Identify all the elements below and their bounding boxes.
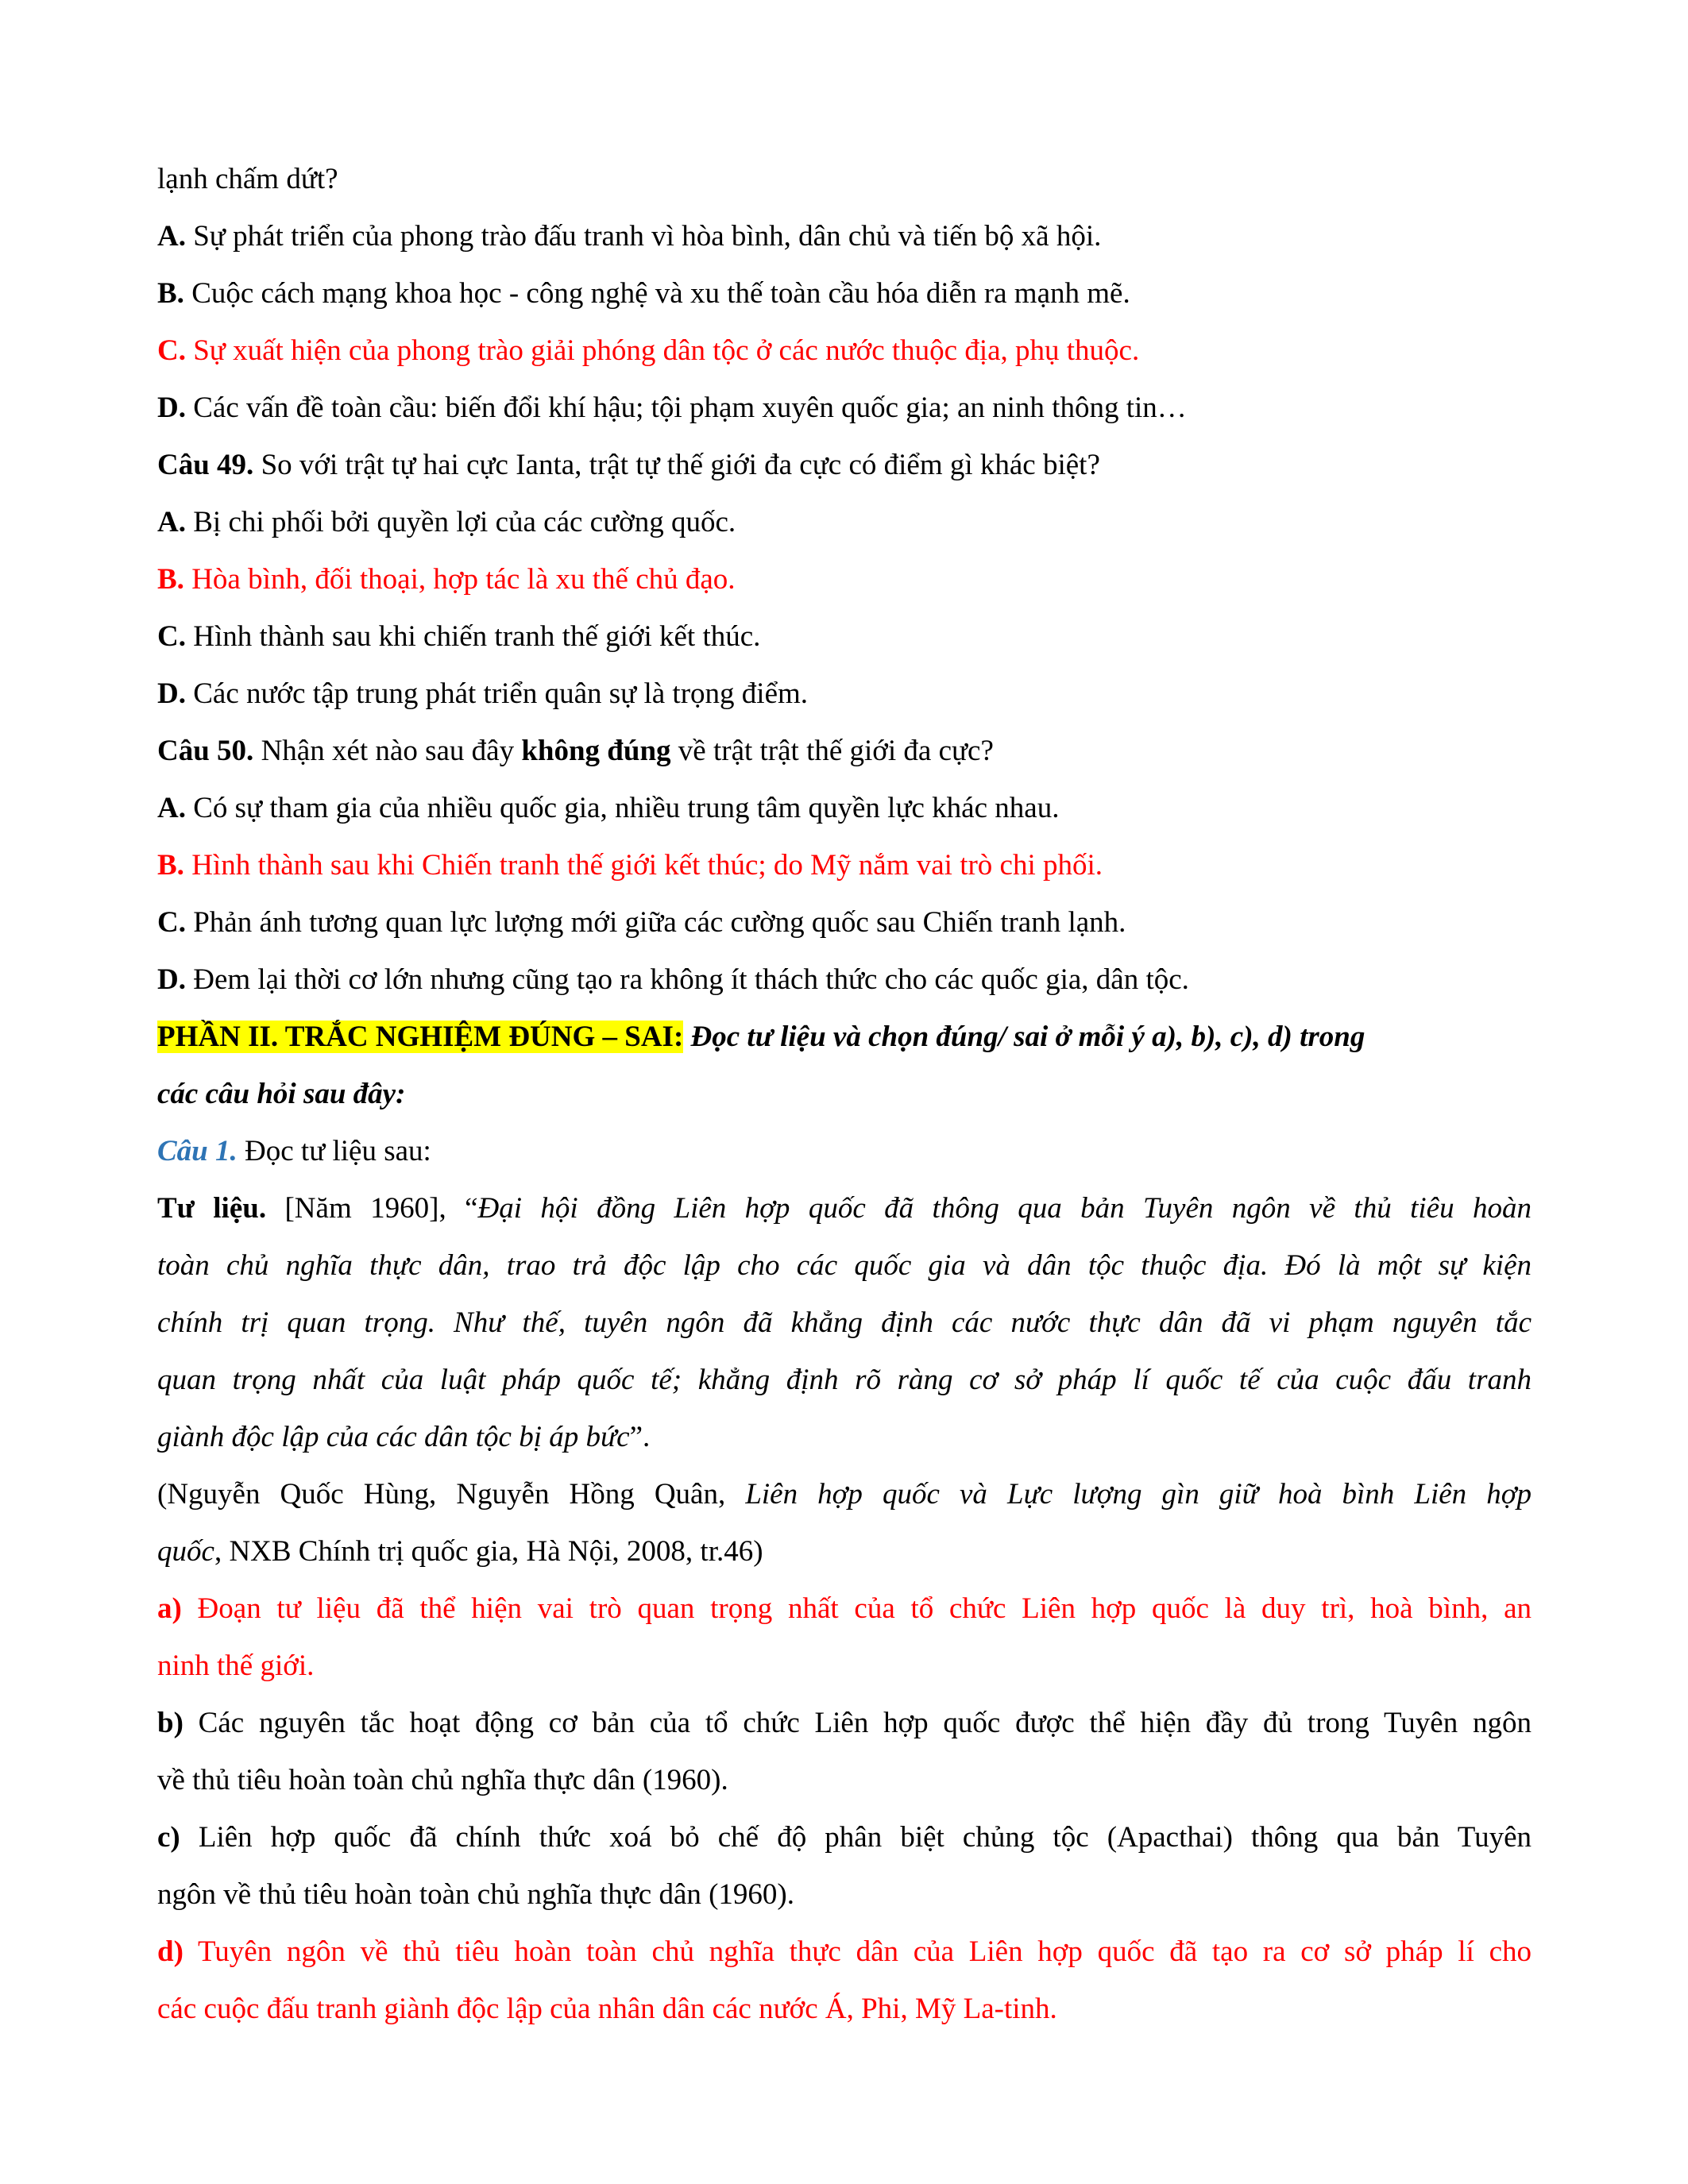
part-2-heading-cont	[157, 1066, 1532, 1123]
option-letter: C.	[157, 620, 186, 653]
statement-b-line-2	[157, 1752, 1532, 1809]
source-year: [Năm 1960], “	[266, 1192, 478, 1225]
q49-option-a	[157, 494, 1532, 551]
question-text: về trật trật thế giới đa cực?	[670, 735, 994, 767]
option-letter: A.	[157, 792, 186, 824]
question-label: Câu 1.	[157, 1135, 238, 1167]
quote-text: toàn chủ nghĩa thực dân, trao trả độc lập cho các quốc gia và dân tộc thuộc địa. Đó là một sự kiện	[157, 1249, 1532, 1282]
quote-text: Đại hội đồng Liên hợp quốc đã thông qua bản Tuyên ngôn về thủ tiêu hoàn	[477, 1192, 1532, 1225]
option-text: Có sự tham gia của nhiều quốc gia, nhiều trung tâm quyền lực khác nhau.	[185, 792, 1060, 824]
statement-text: Đoạn tư liệu đã thể hiện vai trò quan trọng nhất của tổ chức Liên hợp quốc là duy trì, hoà bình, an	[181, 1592, 1532, 1625]
option-text: Bị chi phối bởi quyền lợi của các cường quốc.	[185, 506, 736, 538]
option-text: Các vấn đề toàn cầu: biến đổi khí hậu; tội phạm xuyên quốc gia; an ninh thông tin…	[185, 392, 1187, 424]
option-letter: B.	[157, 849, 184, 882]
question-emphasis: không đúng	[521, 735, 671, 767]
citation-line-2	[157, 1523, 1532, 1580]
statement-letter: c)	[157, 1821, 180, 1854]
section-instruction: Đọc tư liệu và chọn đúng/ sai ở mỗi ý a), b), c), d) trong	[683, 1021, 1365, 1053]
statement-text: Tuyên ngôn về thủ tiêu hoàn toàn chủ nghĩa thực dân của Liên hợp quốc đã tạo ra cơ sở pháp lí cho	[183, 1935, 1532, 1968]
option-text: Đem lại thời cơ lớn nhưng cũng tạo ra không ít thách thức cho các quốc gia, dân tộc.	[185, 963, 1189, 996]
q50-option-a	[157, 780, 1532, 837]
source-quote-line-3	[157, 1295, 1532, 1352]
source-quote-line-1	[157, 1180, 1532, 1237]
citation-line-1	[157, 1466, 1532, 1523]
option-text: Hình thành sau khi chiến tranh thế giới kết thúc.	[185, 620, 761, 653]
option-letter: A.	[157, 506, 186, 538]
section-instruction: các câu hỏi sau đây:	[157, 1078, 406, 1110]
q48-option-d	[157, 380, 1532, 437]
source-quote-line-4	[157, 1352, 1532, 1409]
option-text: Sự phát triển của phong trào đấu tranh vì hòa bình, dân chủ và tiến bộ xã hội.	[185, 220, 1102, 253]
option-letter: B.	[157, 563, 184, 596]
q50-option-c	[157, 894, 1532, 951]
source-quote-line-2	[157, 1237, 1532, 1295]
question-1	[157, 1123, 1532, 1180]
statement-text: các cuộc đấu tranh giành độc lập của nhân dân các nước Á, Phi, Mỹ La-tinh.	[157, 1993, 1057, 2025]
option-text: Sự xuất hiện của phong trào giải phóng dân tộc ở các nước thuộc địa, phụ thuộc.	[185, 334, 1140, 367]
statement-letter: b)	[157, 1707, 183, 1739]
citation-authors: (Nguyễn Quốc Hùng, Nguyễn Hồng Quân,	[157, 1478, 746, 1511]
statement-a-line-2	[157, 1638, 1532, 1695]
statement-b-line-1	[157, 1695, 1532, 1752]
statement-c-line-2	[157, 1866, 1532, 1924]
statement-text: ngôn về thủ tiêu hoàn toàn chủ nghĩa thực dân (1960).	[157, 1878, 795, 1911]
section-title: PHẦN II. TRẮC NGHIỆM ĐÚNG – SAI:	[157, 1021, 684, 1053]
statement-text: Liên hợp quốc đã chính thức xoá bỏ chế độ phân biệt chủng tộc (Apacthai) thông qua bản Tuyên	[180, 1821, 1532, 1854]
statement-a-line-1	[157, 1580, 1532, 1638]
option-text: Cuộc cách mạng khoa học - công nghệ và xu thế toàn cầu hóa diễn ra mạnh mẽ.	[183, 277, 1130, 310]
citation-publisher: , NXB Chính trị quốc gia, Hà Nội, 2008, tr.46)	[214, 1535, 763, 1568]
option-letter: D.	[157, 963, 186, 996]
option-text: Phản ánh tương quan lực lượng mới giữa các cường quốc sau Chiến tranh lạnh.	[185, 906, 1126, 939]
quote-text: chính trị quan trọng. Như thế, tuyên ngôn đã khẳng định các nước thực dân đã vi phạm nguyên tắc	[157, 1306, 1532, 1339]
question-49	[157, 437, 1532, 494]
source-quote-line-5	[157, 1409, 1532, 1466]
citation-title: Liên hợp quốc và Lực lượng gìn giữ hoà bình Liên hợp	[745, 1478, 1532, 1511]
option-text: Hòa bình, đối thoại, hợp tác là xu thế chủ đạo.	[183, 563, 736, 596]
statement-text: ninh thế giới.	[157, 1650, 315, 1682]
option-text: Các nước tập trung phát triển quân sự là trọng điểm.	[185, 677, 809, 710]
option-letter: B.	[157, 277, 184, 310]
q50-option-d	[157, 951, 1532, 1009]
part-2-heading	[157, 1009, 1532, 1066]
question-text: Nhận xét nào sau đây	[253, 735, 522, 767]
question-text: lạnh chấm dứt?	[157, 163, 338, 195]
statement-letter: d)	[157, 1935, 183, 1968]
statement-d-line-2	[157, 1981, 1532, 2038]
option-letter: D.	[157, 677, 186, 710]
citation-title: quốc	[157, 1535, 214, 1568]
question-label: Câu 50.	[157, 735, 254, 767]
question-text: Đọc tư liệu sau:	[237, 1135, 431, 1167]
option-letter: A.	[157, 220, 186, 253]
statement-text: về thủ tiêu hoàn toàn chủ nghĩa thực dân (1960).	[157, 1764, 728, 1796]
q49-option-c	[157, 608, 1532, 666]
q48-option-c-correct	[157, 322, 1532, 380]
statement-d-line-1	[157, 1924, 1532, 1981]
document-page	[157, 151, 1532, 2038]
option-letter: D.	[157, 392, 186, 424]
question-label: Câu 49.	[157, 449, 254, 481]
quote-text: giành độc lập của các dân tộc bị áp bức	[157, 1421, 630, 1453]
q49-option-d	[157, 666, 1532, 723]
q49-option-b-correct	[157, 551, 1532, 608]
question-text: So với trật tự hai cực Ianta, trật tự thế giới đa cực có điểm gì khác biệt?	[253, 449, 1100, 481]
statement-text: Các nguyên tắc hoạt động cơ bản của tổ chức Liên hợp quốc được thể hiện đầy đủ trong Tuyên ngôn	[183, 1707, 1532, 1739]
quote-end: ”.	[629, 1421, 651, 1453]
question-48-stem	[157, 151, 1532, 208]
q50-option-b-correct	[157, 837, 1532, 894]
option-letter: C.	[157, 334, 186, 367]
source-label: Tư liệu.	[157, 1192, 267, 1225]
q48-option-a	[157, 208, 1532, 265]
quote-text: quan trọng nhất của luật pháp quốc tế; khẳng định rõ ràng cơ sở pháp lí quốc tế của cuộc đấu tranh	[157, 1364, 1532, 1396]
statement-c-line-1	[157, 1809, 1532, 1866]
statement-letter: a)	[157, 1592, 182, 1625]
option-text: Hình thành sau khi Chiến tranh thế giới kết thúc; do Mỹ nắm vai trò chi phối.	[183, 849, 1103, 882]
question-50	[157, 723, 1532, 780]
q48-option-b	[157, 265, 1532, 322]
option-letter: C.	[157, 906, 186, 939]
